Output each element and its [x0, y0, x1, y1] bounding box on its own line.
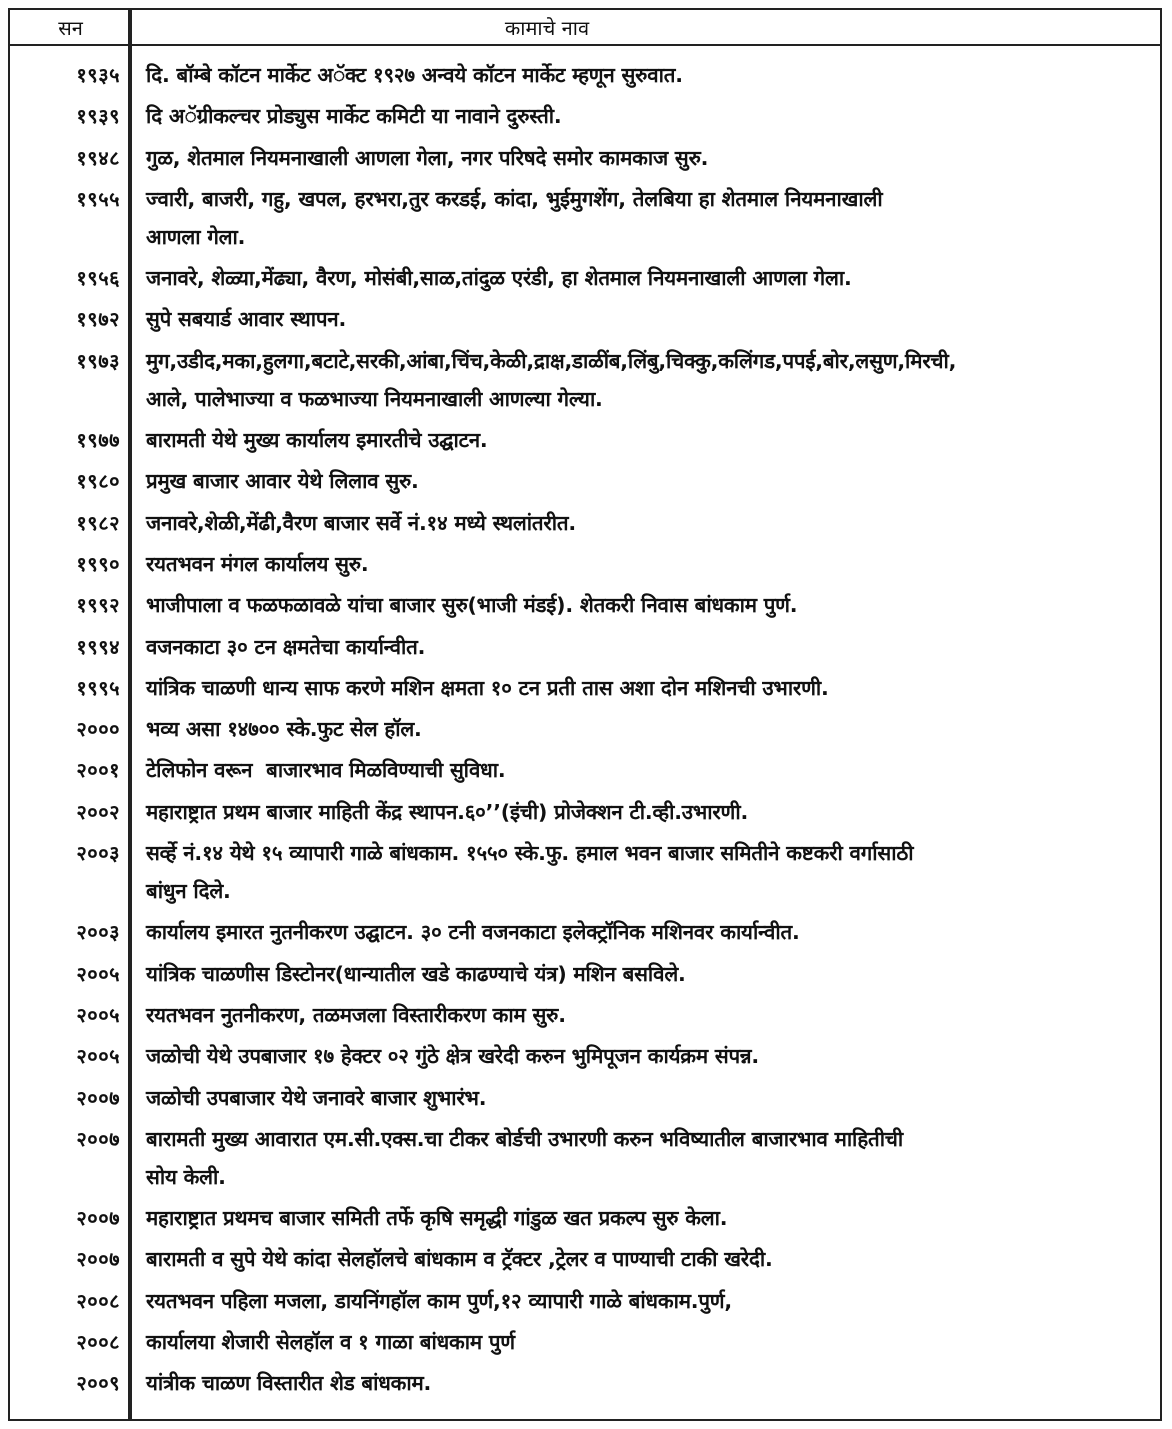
- row-description: कार्यालय इमारत नुतनीकरण उद्घाटन. ३० टनी वजनकाटा इलेक्ट्रॉनिक मशिनवर कार्यान्वीत.: [146, 920, 800, 945]
- row-description: भव्य असा १४७०० स्के.फुट सेल हॉल.: [146, 717, 422, 742]
- table-row: [10, 462, 1160, 503]
- table-row: [10, 259, 1160, 300]
- row-year: २००५: [76, 1002, 120, 1027]
- row-year: १९९४: [76, 634, 120, 659]
- table-row: [10, 545, 1160, 586]
- row-description: टेलिफोन वरून बाजारभाव मिळविण्याची सुविधा.: [146, 758, 506, 783]
- row-description: गुळ, शेतमाल नियमनाखाली आणला गेला, नगर परिषदे समोर कामकाज सुरु.: [146, 145, 709, 170]
- table-row: [10, 913, 1160, 954]
- row-year: २००५: [76, 1044, 120, 1069]
- row-year: २००८: [76, 1330, 120, 1355]
- year-column-header: सन: [58, 15, 83, 40]
- table-body: [10, 56, 1160, 1406]
- row-description: आणला गेला.: [146, 224, 246, 249]
- row-description: बारामती येथे मुख्य कार्यालय इमारतीचे उद्घाटन.: [146, 428, 488, 453]
- table-row: [10, 586, 1160, 627]
- table-row: [10, 1120, 1160, 1199]
- row-description: यांत्रीक चाळण विस्तारीत शेड बांधकाम.: [146, 1371, 432, 1396]
- row-year: १९७३: [76, 348, 120, 373]
- row-description: दि अॅग्रीकल्चर प्रोड्युस मार्केट कमिटी या नावाने दुरुस्ती.: [146, 104, 562, 129]
- row-year: १९३९: [76, 104, 120, 129]
- table-row: [10, 669, 1160, 710]
- row-description: महाराष्ट्रात प्रथम बाजार माहिती केंद्र स्थापन.६०’’(इंची) प्रोजेक्शन टी.व्ही.उभारणी.: [146, 799, 749, 824]
- table-row: [10, 834, 1160, 913]
- row-year: १९९२: [76, 593, 120, 618]
- row-description: रयतभवन नुतनीकरण, तळमजला विस्तारीकरण काम सुरु.: [146, 1002, 566, 1027]
- row-year: १९९०: [76, 551, 120, 576]
- row-description: बारामती मुख्य आवारात एम.सी.एक्स.चा टीकर बोर्डची उभारणी करुन भविष्यातील बाजारभाव माहितीची: [146, 1126, 903, 1151]
- table-row: [10, 1199, 1160, 1240]
- table-row: [10, 1364, 1160, 1405]
- row-year: २००२: [76, 799, 120, 824]
- table-row: [10, 300, 1160, 341]
- work-column-header: कामाचे नाव: [504, 15, 590, 40]
- table-row: [10, 56, 1160, 97]
- row-description: कार्यालया शेजारी सेलहॉल व १ गाळा बांधकाम पुर्ण: [146, 1330, 515, 1355]
- row-year: १९९५: [76, 675, 120, 700]
- row-description: रयतभवन पहिला मजला, डायनिंगहॉल काम पुर्ण,१२ व्यापारी गाळे बांधकाम.पुर्ण,: [146, 1288, 732, 1313]
- row-year: १९७२: [76, 307, 120, 332]
- table-row: [10, 1323, 1160, 1364]
- row-year: १९८२: [76, 510, 120, 535]
- row-description: दि. बॉम्बे कॉटन मार्केट अॅक्ट १९२७ अन्वये कॉटन मार्केट म्हणून सुरुवात.: [146, 63, 683, 87]
- row-year: २००३: [76, 920, 120, 945]
- row-description: जनावरे, शेळ्या,मेंढ्या, वैरण, मोसंबी,साळ,तांदुळ एरंडी, हा शेतमाल नियमनाखाली आणला गेला.: [146, 266, 852, 291]
- table-header: [10, 10, 1160, 46]
- row-description: ज्वारी, बाजरी, गहु, खपल, हरभरा,तुर करडई, कांदा, भुईमुगशेंग, तेलबिया हा शेतमाल नियमनाखाली: [146, 186, 883, 211]
- row-description: प्रमुख बाजार आवार येथे लिलाव सुरु.: [146, 469, 419, 494]
- row-year: २००७: [76, 1126, 120, 1151]
- row-description: सर्व्हे नं.१४ येथे १५ व्यापारी गाळे बांधकाम. १५५० स्के.फु. हमाल भवन बाजार समितीने कष्टकरी वर्गासाठी: [146, 841, 914, 866]
- timeline-table: [8, 8, 1162, 1421]
- row-year: २००१: [76, 758, 120, 783]
- table-row: [10, 342, 1160, 421]
- row-year: १९४८: [76, 145, 120, 170]
- table-row: [10, 710, 1160, 751]
- row-year: २००७: [76, 1206, 120, 1231]
- row-description: जळोची उपबाजार येथे जनावरे बाजार शुभारंभ.: [146, 1085, 487, 1110]
- row-year: २००९: [76, 1371, 120, 1396]
- row-description: वजनकाटा ३० टन क्षमतेचा कार्यान्वीत.: [146, 634, 426, 659]
- row-year: १९५५: [76, 186, 120, 211]
- row-year: १९३५: [76, 63, 120, 87]
- row-year: २००५: [76, 961, 120, 986]
- row-year: १९७७: [76, 428, 120, 453]
- row-description: जनावरे,शेळी,मेंढी,वैरण बाजार सर्वे नं.१४ मध्ये स्थलांतरीत.: [146, 510, 576, 535]
- row-description: सुपे सबयार्ड आवार स्थापन.: [146, 307, 347, 332]
- table-row: [10, 793, 1160, 834]
- table-row: [10, 1240, 1160, 1281]
- row-description: रयतभवन मंगल कार्यालय सुरु.: [146, 551, 369, 576]
- row-description: यांत्रिक चाळणीस डिस्टोनर(धान्यातील खडे काढण्याचे यंत्र) मशिन बसविले.: [146, 961, 686, 986]
- row-year: २०००: [76, 717, 120, 742]
- table-row: [10, 628, 1160, 669]
- table-row: [10, 751, 1160, 792]
- row-description: यांत्रिक चाळणी धान्य साफ करणे मशिन क्षमता १० टन प्रती तास अशा दोन मशिनची उभारणी.: [146, 675, 829, 700]
- row-year: १९५६: [76, 266, 120, 291]
- row-description: बांधुन दिले.: [146, 879, 231, 904]
- row-description: आले, पालेभाज्या व फळभाज्या नियमनाखाली आणल्या गेल्या.: [146, 386, 603, 411]
- row-description: बारामती व सुपे येथे कांदा सेलहॉलचे बांधकाम व ट्रॅक्टर ,ट्रेलर व पाण्याची टाकी खरेदी.: [146, 1247, 773, 1272]
- row-description: भाजीपाला व फळफळावळे यांचा बाजार सुरु(भाजी मंडई). शेतकरी निवास बांधकाम पुर्ण.: [146, 593, 798, 618]
- row-description: सोय केली.: [146, 1164, 226, 1189]
- row-year: २००७: [76, 1085, 120, 1110]
- row-description: जळोची येथे उपबाजार १७ हेक्टर ०२ गुंठे क्षेत्र खरेदी करुन भुमिपूजन कार्यक्रम संपन्न.: [146, 1044, 760, 1069]
- row-description: मुग,उडीद,मका,हुलगा,बटाटे,सरकी,आंबा,चिंच,केळी,द्राक्ष,डाळींब,लिंबु,चिक्कु,कलिंगड,पपई,बोर,लसुण,मिरची,: [146, 348, 957, 373]
- table-row: [10, 955, 1160, 996]
- table-row: [10, 1079, 1160, 1120]
- table-row: [10, 180, 1160, 259]
- table-row: [10, 1282, 1160, 1323]
- row-year: २००७: [76, 1247, 120, 1272]
- table-row: [10, 421, 1160, 462]
- table-row: [10, 504, 1160, 545]
- table-row: [10, 1037, 1160, 1078]
- row-description: महाराष्ट्रात प्रथमच बाजार समिती तर्फे कृषि समृद्धी गांडुळ खत प्रकल्प सुरु केला.: [146, 1206, 728, 1231]
- row-year: १९८०: [76, 469, 120, 494]
- row-year: २००८: [76, 1288, 120, 1313]
- row-year: २००३: [76, 841, 120, 866]
- table-row: [10, 996, 1160, 1037]
- table-row: [10, 97, 1160, 138]
- table-row: [10, 139, 1160, 180]
